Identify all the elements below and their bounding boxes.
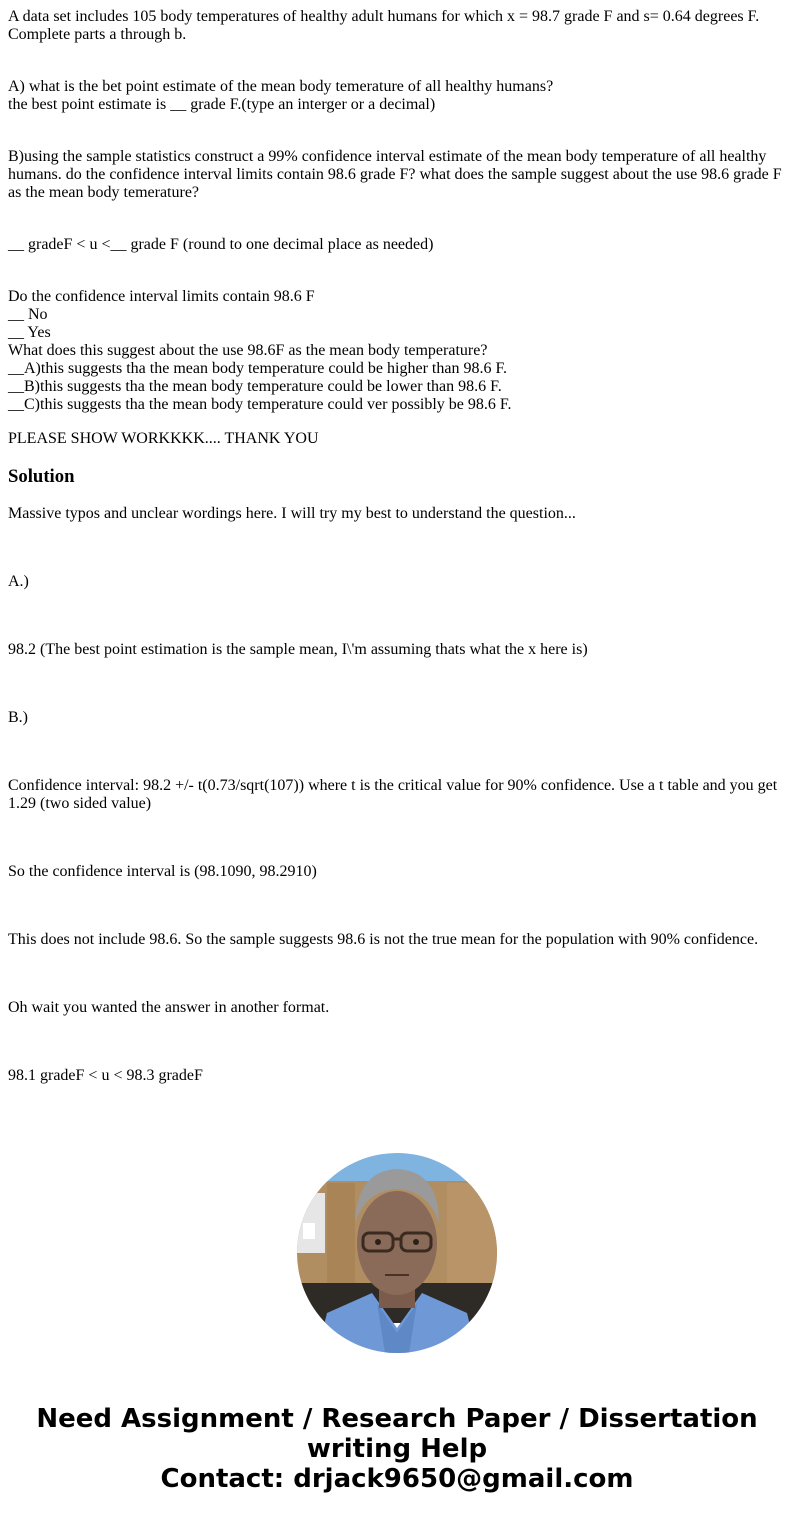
suggest-option-c: __C)this suggests tha the mean body temperature could ver possibly be 98.6 F.	[8, 396, 512, 413]
portrait-image	[297, 1153, 497, 1353]
solution-b-label: B.)	[8, 709, 28, 726]
avatar	[297, 1153, 497, 1353]
solution-b-conclusion: This does not include 98.6. So the sample suggests 98.6 is not the true mean for the population with 90% confidence.	[8, 931, 759, 948]
solution-b-format-note: Oh wait you wanted the answer in another format.	[8, 999, 330, 1016]
promo-contact: Contact: drjack9650@gmail.com	[160, 1464, 634, 1494]
solution-b-ci-result: So the confidence interval is (98.1090, 98.2910)	[8, 863, 317, 880]
solution-intro: Massive typos and unclear wordings here. I will try my best to understand the question...	[8, 505, 576, 522]
contain-option-no: __ No	[8, 306, 48, 323]
suggest-option-a: __A)this suggests tha the mean body temperature could be higher than 98.6 F.	[8, 360, 508, 377]
question-part-a-line1: A) what is the bet point estimate of the mean body temerature of all healthy humans?	[8, 78, 554, 95]
suggest-option-b: __B)this suggests tha the mean body temperature could be lower than 98.6 F.	[8, 378, 502, 395]
contain-option-yes: __ Yes	[8, 324, 51, 341]
promo-line-1: Need Assignment / Research Paper / Dissertation	[36, 1404, 758, 1434]
question-plea: PLEASE SHOW WORKKKK.... THANK YOU	[8, 430, 319, 447]
question-part-a-line2: the best point estimate is __ grade F.(type an interger or a decimal)	[8, 96, 436, 113]
solution-a-label: A.)	[8, 573, 29, 590]
promo-banner	[0, 1404, 794, 1494]
promo-line-2: writing Help	[306, 1434, 488, 1464]
question-interval-blank: __ gradeF < u <__ grade F (round to one decimal place as needed)	[8, 236, 434, 253]
solution-a-answer: 98.2 (The best point estimation is the sample mean, I\'m assuming thats what the x here is)	[8, 641, 588, 658]
solution-b-final: 98.1 gradeF < u < 98.3 gradeF	[8, 1067, 203, 1084]
question-intro-line1: A data set includes 105 body temperatures of healthy adult humans for which x = 98.7 grade F and s= 0.64 degrees F.	[8, 8, 760, 25]
solution-heading: Solution	[8, 466, 75, 487]
question-part-b: B)using the sample statistics construct a 99% confidence interval estimate of the mean body temperature of all healthy humans. do the confidence interval limits contain 98.6 grade F? what does the sample suggest about the use 98.6 grade F as the mean body temerature?	[8, 148, 782, 201]
solution-b-ci-calc: Confidence interval: 98.2 +/- t(0.73/sqrt(107)) where t is the critical value for 90% confidence. Use a t table and you get 1.29 (two sided value)	[8, 777, 778, 812]
question-intro-line2: Complete parts a through b.	[8, 26, 187, 43]
question-suggest: What does this suggest about the use 98.6F as the mean body temperature?	[8, 342, 488, 359]
question-contain: Do the confidence interval limits contain 98.6 F	[8, 288, 315, 305]
